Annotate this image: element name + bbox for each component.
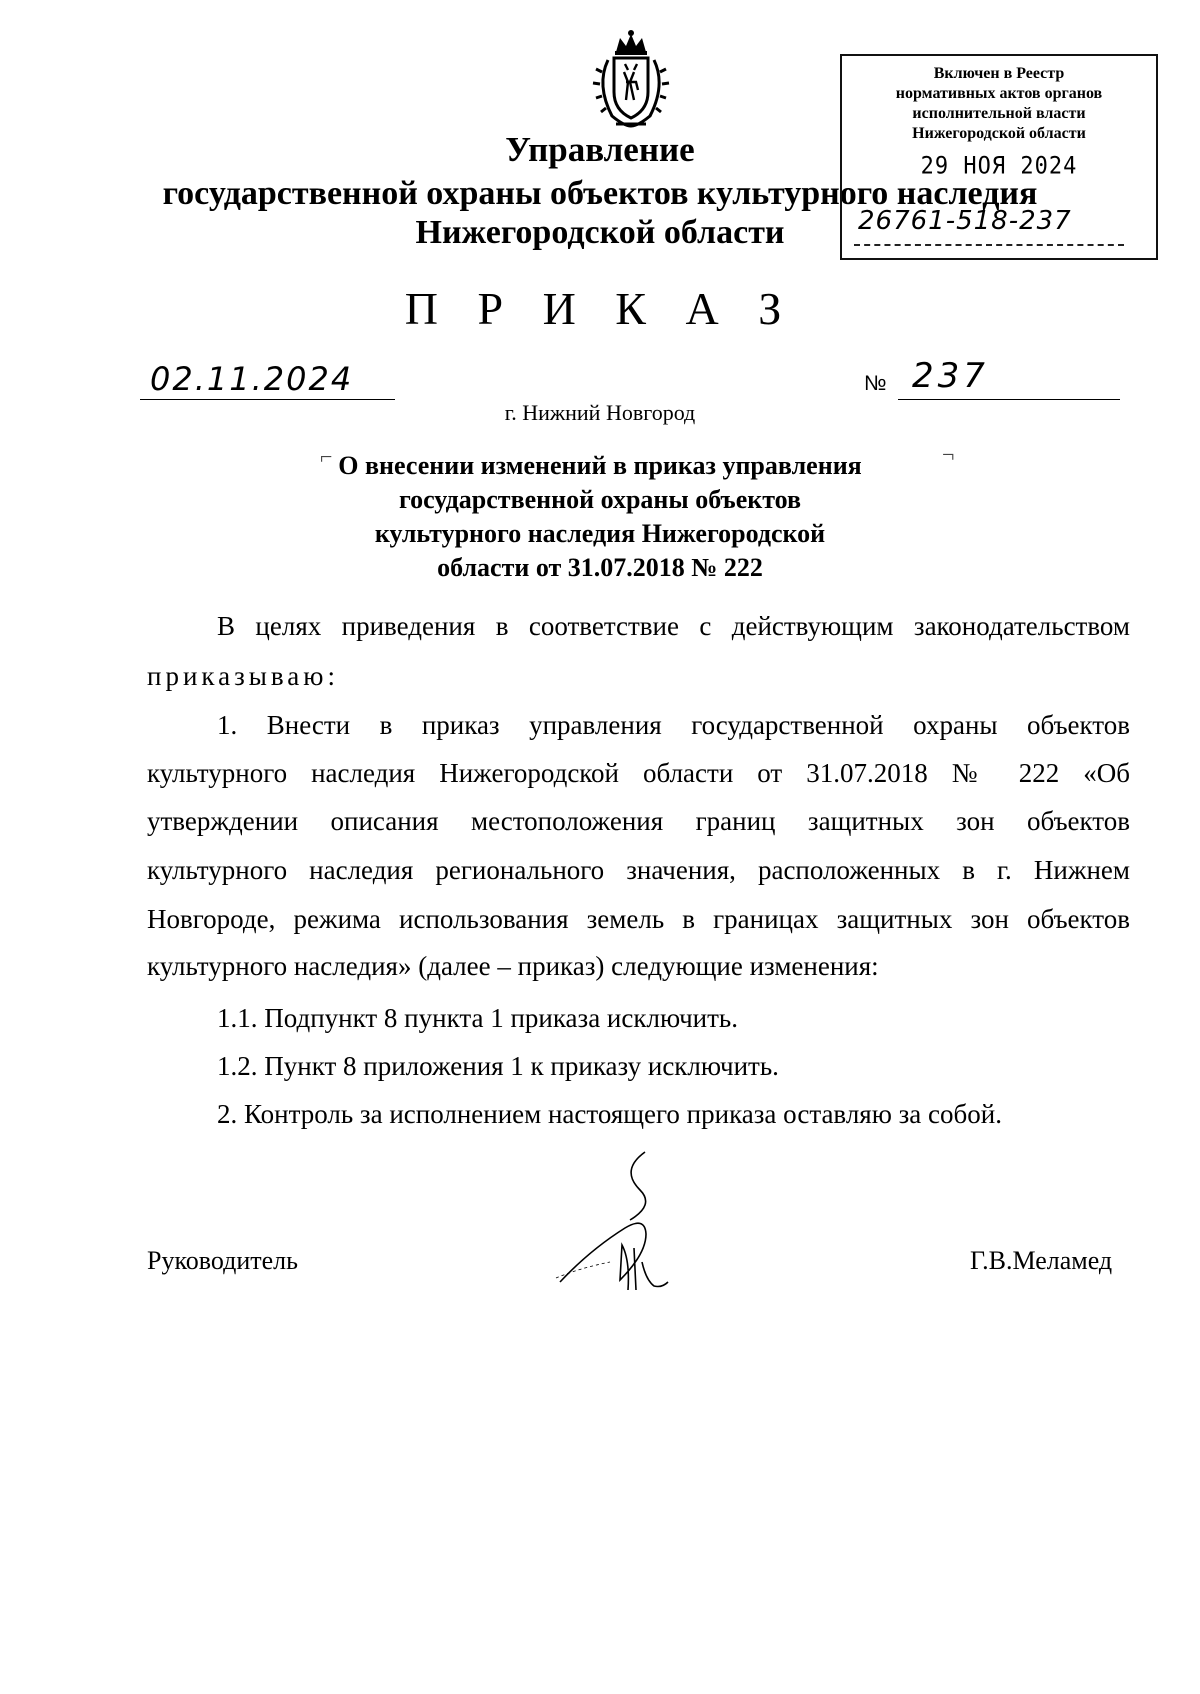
subject-corner-left: ⌐: [320, 444, 333, 469]
document-number: 237: [912, 356, 989, 396]
stamp-registry-number: 26761-518-237: [858, 206, 1072, 236]
stamp-line-3: исполнительной власти: [912, 105, 1086, 122]
subject-line-2: государственной охраны объектов: [398, 485, 802, 514]
subject-corner-right: ¬: [942, 442, 955, 467]
body-paragraph-2-line-3: утверждении описания местоположения границ защитных зон объектов: [147, 806, 1130, 836]
subject-line-4: области от 31.07.2018 № 222: [437, 553, 763, 582]
number-sign: №: [864, 372, 887, 395]
org-name-line-1: Управление: [505, 130, 695, 169]
document-date: 02.11.2024: [150, 360, 354, 398]
stamp-line-2: нормативных актов органов: [895, 85, 1103, 102]
stamp-line-1: Включен в Реестр: [933, 65, 1065, 82]
body-paragraph-1-line-1: В целях приведения в соответствие с действующим законодательством: [217, 611, 1130, 641]
body-paragraph-2-line-5: Новгороде, режима использования земель в границах защитных зон объектов: [147, 904, 1130, 934]
body-item-1-1: 1.1. Подпункт 8 пункта 1 приказа исключить.: [217, 1003, 738, 1033]
body-item-1-2: 1.2. Пункт 8 приложения 1 к приказу исключить.: [217, 1051, 779, 1081]
subject-line-1: О внесении изменений в приказ управления: [338, 451, 862, 480]
stamp-underline: [854, 244, 1124, 246]
body-paragraph-2-line-2: культурного наследия Нижегородской области от 31.07.2018 № 222 «Об: [147, 758, 1130, 788]
signatory-position: Руководитель: [147, 1246, 298, 1275]
stamp-date: 29 НОЯ 2024: [920, 152, 1078, 181]
signatory-name: Г.В.Меламед: [970, 1246, 1113, 1275]
registry-stamp: [840, 54, 1158, 260]
document-type-title: П Р И К А З: [404, 283, 796, 334]
subject-line-3: культурного наследия Нижегородской: [374, 519, 826, 548]
org-name-line-3: Нижегородской области: [415, 214, 785, 251]
body-paragraph-1-line-2: приказываю:: [147, 661, 339, 691]
org-name-line-2: государственной охраны объектов культурного наследия: [162, 175, 1038, 212]
body-paragraph-2-line-1: 1. Внести в приказ управления государственной охраны объектов: [217, 710, 1130, 740]
body-item-2: 2. Контроль за исполнением настоящего приказа оставляю за собой.: [217, 1099, 1002, 1129]
handwritten-signature: [550, 1150, 700, 1300]
stamp-line-4: Нижегородской области: [912, 125, 1086, 142]
document-city: г. Нижний Новгород: [504, 400, 696, 425]
body-paragraph-2-line-6: культурного наследия» (далее – приказ) следующие изменения:: [147, 951, 879, 981]
coat-of-arms-icon: [578, 30, 684, 130]
body-paragraph-2-line-4: культурного наследия регионального значения, расположенных в г. Нижнем: [147, 855, 1130, 885]
